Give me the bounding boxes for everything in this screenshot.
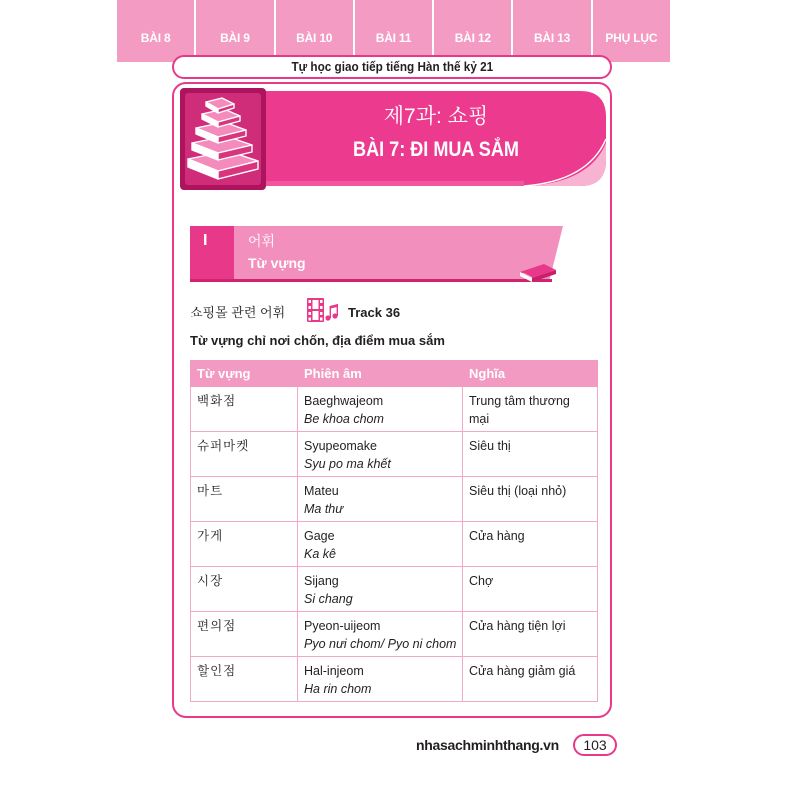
- korean-word-cell: [191, 657, 298, 702]
- column-header-word: Từ vựng: [191, 361, 298, 387]
- meaning: Siêu thị (loại nhỏ): [469, 484, 567, 498]
- korean-word: 백화점: [197, 394, 237, 408]
- meaning: Cửa hàng giảm giá: [469, 664, 576, 678]
- meaning: Trung tâm thương mại: [469, 394, 570, 426]
- romanization: Baeghwajeom: [304, 394, 384, 408]
- pronunciation-cell: [298, 477, 463, 522]
- audio-track-icon: [306, 297, 340, 323]
- section-number: I: [203, 232, 208, 249]
- column-header-pronunciation: Phiên âm: [298, 361, 463, 387]
- lesson-vietnamese-title: BÀI 7: ĐI MUA SẮM: [353, 138, 519, 161]
- chapter-tab: PHỤ LỤC: [605, 31, 658, 45]
- korean-word-cell: [191, 387, 298, 432]
- korean-word-cell: [191, 612, 298, 657]
- table-row: [191, 612, 598, 657]
- table-header-row: [191, 361, 598, 387]
- vietnamese-pronunciation: Ma thư: [304, 502, 344, 516]
- meaning-cell: [463, 387, 598, 432]
- chapter-tab: BÀI 8: [117, 0, 196, 62]
- romanization: Sijang: [304, 574, 339, 588]
- pronunciation-cell: [298, 432, 463, 477]
- column-header-meaning: Nghĩa: [463, 361, 598, 387]
- meaning-cell: [463, 657, 598, 702]
- meaning-cell: [463, 612, 598, 657]
- meaning: Cửa hàng tiện lợi: [469, 619, 566, 633]
- section-number-block: [190, 226, 234, 282]
- table-row: [191, 432, 598, 477]
- meaning-cell: [463, 522, 598, 567]
- pronunciation-cell: [298, 657, 463, 702]
- korean-word: 할인점: [197, 664, 237, 678]
- section-header-banner: [188, 224, 568, 286]
- table-row: [191, 522, 598, 567]
- chapter-tab: BÀI 11: [355, 0, 434, 62]
- pronunciation-cell: [298, 387, 463, 432]
- meaning-cell: [463, 432, 598, 477]
- korean-word-cell: [191, 477, 298, 522]
- book-title: Tự học giao tiếp tiếng Hàn thế kỷ 21: [291, 60, 493, 74]
- korean-word-cell: [191, 432, 298, 477]
- chapter-tab: BÀI 10: [276, 0, 355, 62]
- vietnamese-pronunciation: Be khoa chom: [304, 412, 384, 426]
- chapter-tab-bar: [117, 0, 670, 62]
- section-vietnamese-title: Từ vựng: [248, 255, 306, 271]
- pronunciation-cell: [298, 567, 463, 612]
- book-title-banner: [172, 55, 612, 79]
- pronunciation-cell: [298, 522, 463, 567]
- korean-word: 편의점: [197, 619, 237, 633]
- chapter-tab: BÀI 9: [196, 0, 275, 62]
- romanization: Syupeomake: [304, 439, 377, 453]
- korean-word-cell: [191, 567, 298, 612]
- vietnamese-pronunciation: Ka kê: [304, 547, 336, 561]
- table-header: [191, 361, 598, 387]
- meaning: Cửa hàng: [469, 529, 525, 543]
- korean-word: 가게: [197, 529, 224, 543]
- vocabulary-heading: Từ vựng chỉ nơi chốn, địa điểm mua sắm: [190, 333, 445, 348]
- korean-word: 마트: [197, 484, 224, 498]
- vocabulary-table: [190, 360, 598, 702]
- chapter-tab: BÀI 13: [513, 0, 592, 62]
- korean-word: 시장: [197, 574, 224, 588]
- korean-word: 슈퍼마켓: [197, 439, 250, 453]
- vietnamese-pronunciation: Si chang: [304, 592, 353, 606]
- table-row: [191, 387, 598, 432]
- books-stack-icon: [180, 88, 266, 190]
- publisher-website: nhasachminhthang.vn: [416, 737, 559, 753]
- romanization: Hal-injeom: [304, 664, 364, 678]
- meaning-cell: [463, 477, 598, 522]
- romanization: Mateu: [304, 484, 339, 498]
- romanization: Pyeon-uijeom: [304, 619, 381, 633]
- korean-word-cell: [191, 522, 298, 567]
- pronunciation-cell: [298, 612, 463, 657]
- meaning: Chợ: [469, 574, 494, 588]
- subsection-korean-title: 쇼핑몰 관련 어휘: [190, 305, 286, 320]
- section-underline: [190, 279, 552, 282]
- page-number: 103: [573, 734, 617, 756]
- chapter-tab: BÀI 12: [434, 0, 513, 62]
- table-row: [191, 477, 598, 522]
- section-title-block: [234, 226, 563, 282]
- table-row: [191, 657, 598, 702]
- meaning: Siêu thị: [469, 439, 511, 453]
- meaning-cell: [463, 567, 598, 612]
- vietnamese-pronunciation: Syu po ma khết: [304, 457, 391, 471]
- section-korean-title: 어휘: [248, 233, 276, 249]
- romanization: Gage: [304, 529, 335, 543]
- vietnamese-pronunciation: Pyo nưi chom/ Pyo ni chom: [304, 637, 457, 651]
- table-body: [191, 387, 598, 702]
- track-label: Track 36: [348, 305, 401, 320]
- lesson-korean-title: 제7과: 쇼핑: [383, 105, 489, 128]
- table-row: [191, 567, 598, 612]
- vietnamese-pronunciation: Ha rin chom: [304, 682, 372, 696]
